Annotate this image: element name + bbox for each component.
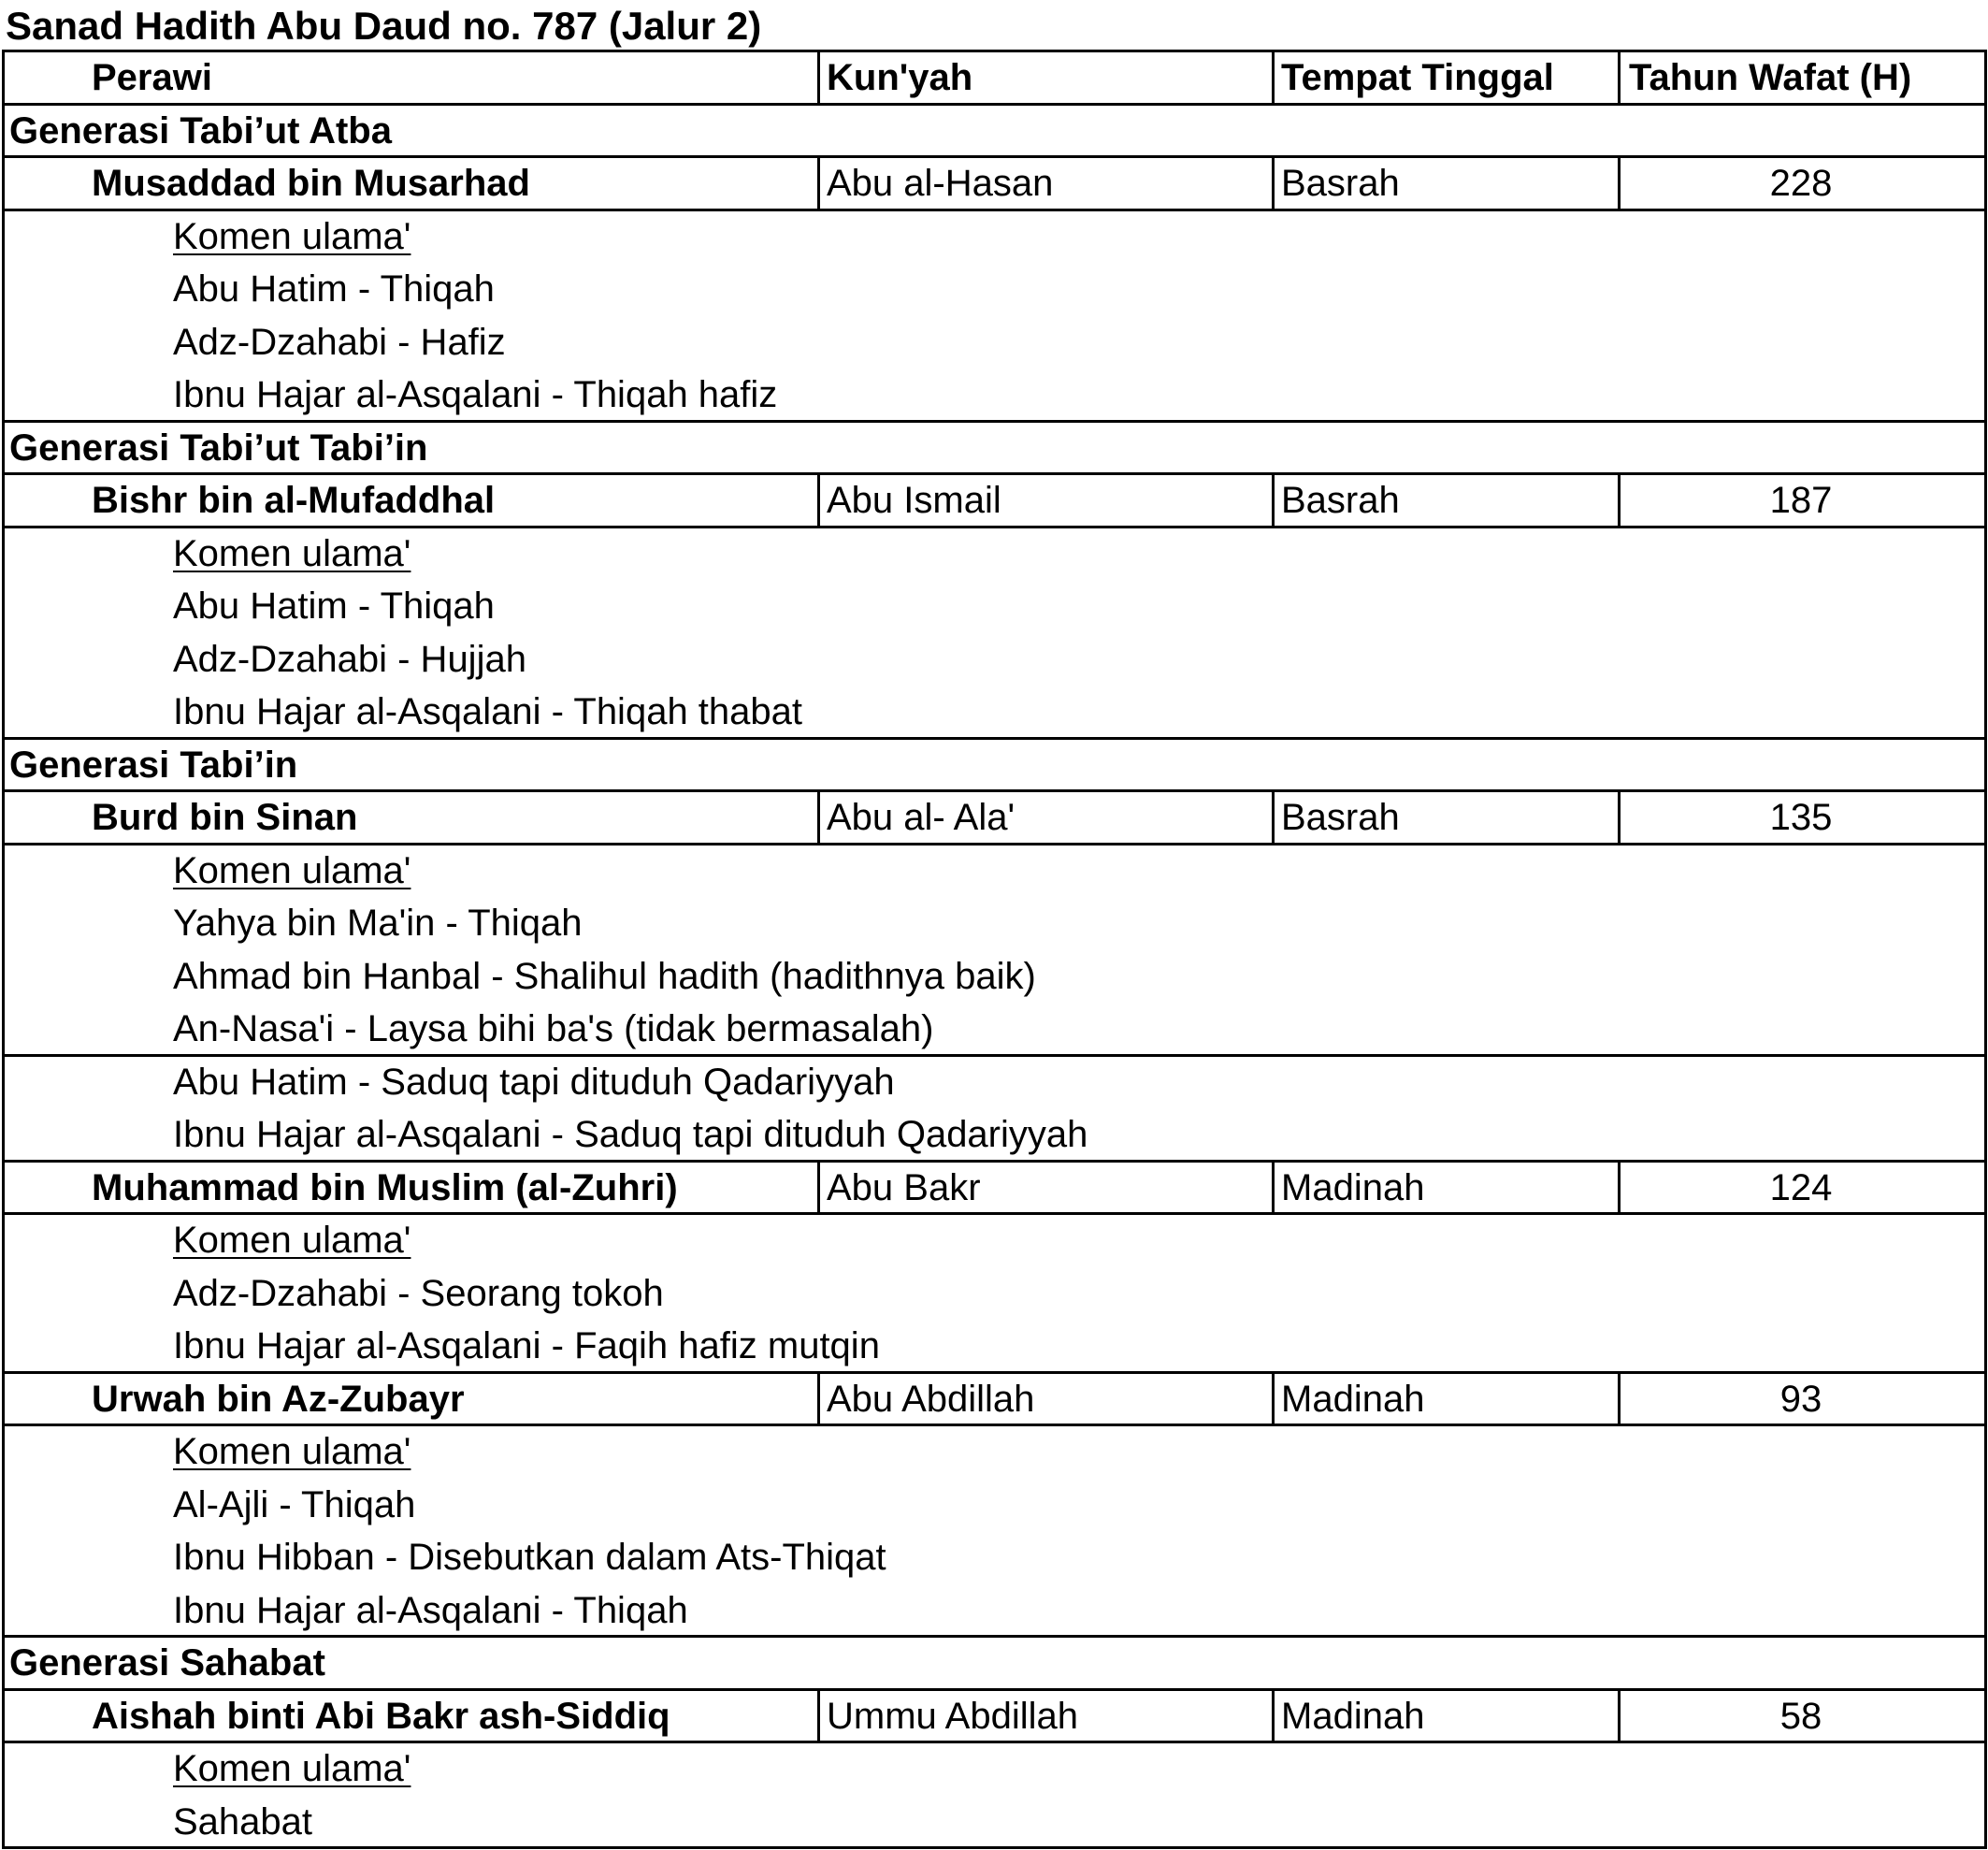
generation-heading: Generasi Tabi’ut Tabi’in <box>9 426 428 469</box>
narrator-name: Burd bin Sinan <box>92 797 358 838</box>
row-divider <box>2 1741 1986 1743</box>
narrator-death-year: 58 <box>1779 1695 1822 1737</box>
column-divider <box>817 50 820 106</box>
narrator-death-year: 93 <box>1779 1378 1822 1420</box>
column-divider <box>1272 155 1275 211</box>
generation-heading: Generasi Tabi’in <box>9 744 298 786</box>
narrator-death-year: 135 <box>1769 797 1833 838</box>
row-divider <box>2 1371 1986 1374</box>
column-divider <box>817 155 820 211</box>
column-divider <box>1272 1371 1275 1427</box>
column-divider <box>1272 472 1275 528</box>
row-divider <box>2 1054 1986 1057</box>
scholar-comment: Adz-Dzahabi - Hafiz <box>173 321 506 363</box>
narrator-name: Aishah binti Abi Bakr ash-Siddiq <box>92 1695 670 1737</box>
narrator-kunyah: Abu al-Hasan <box>827 163 1054 204</box>
narrator-kunyah: Abu Bakr <box>827 1166 981 1208</box>
column-divider <box>1618 155 1621 211</box>
narrator-residence: Basrah <box>1281 163 1400 204</box>
page-title: Sanad Hadith Abu Daud no. 787 (Jalur 2) <box>6 4 762 48</box>
header-tempat: Tempat Tinggal <box>1281 57 1554 98</box>
scholar-comment: Ibnu Hajar al-Asqalani - Faqih hafiz mutqin <box>173 1325 880 1366</box>
comments-label: Komen ulama' <box>173 532 411 574</box>
generation-heading: Generasi Sahabat <box>9 1642 325 1684</box>
column-divider <box>817 1160 820 1216</box>
narrator-kunyah: Abu Abdillah <box>827 1378 1035 1420</box>
scholar-comment: Abu Hatim - Saduq tapi dituduh Qadariyyah <box>173 1061 895 1103</box>
scholar-comment: Ibnu Hajar al-Asqalani - Thiqah thabat <box>173 691 803 732</box>
comments-label: Komen ulama' <box>173 215 411 257</box>
narrator-death-year: 228 <box>1769 163 1833 204</box>
header-perawi: Perawi <box>92 57 212 98</box>
row-divider <box>2 526 1986 528</box>
column-divider <box>1272 1688 1275 1744</box>
comments-label: Komen ulama' <box>173 1220 411 1261</box>
column-divider <box>817 1371 820 1427</box>
row-divider <box>2 1635 1986 1638</box>
narrator-name: Bishr bin al-Mufaddhal <box>92 480 496 521</box>
narrator-name: Musaddad bin Musarhad <box>92 163 530 204</box>
scholar-comment: Ibnu Hajar al-Asqalani - Thiqah hafiz <box>173 374 778 415</box>
column-divider <box>1272 789 1275 846</box>
column-divider <box>1272 50 1275 106</box>
row-divider <box>2 1212 1986 1215</box>
narrator-name: Muhammad bin Muslim (al-Zuhri) <box>92 1166 678 1208</box>
narrator-residence: Basrah <box>1281 480 1400 521</box>
scholar-comment: Sahabat <box>173 1800 313 1843</box>
narrator-residence: Madinah <box>1281 1166 1425 1208</box>
narrator-residence: Basrah <box>1281 797 1400 838</box>
column-divider <box>1618 472 1621 528</box>
row-divider <box>2 1424 1986 1426</box>
narrator-kunyah: Ummu Abdillah <box>827 1695 1079 1737</box>
column-divider <box>1618 1160 1621 1216</box>
narrator-residence: Madinah <box>1281 1695 1425 1737</box>
sanad-table <box>2 51 1986 1850</box>
row-divider <box>2 420 1986 423</box>
row-divider <box>2 50 1986 52</box>
column-divider <box>1618 1688 1621 1744</box>
table-border <box>2 50 5 1849</box>
column-divider <box>1618 50 1621 106</box>
scholar-comment: Adz-Dzahabi - Hujjah <box>173 638 526 680</box>
comments-label: Komen ulama' <box>173 1748 411 1789</box>
narrator-name: Urwah bin Az-Zubayr <box>92 1378 465 1420</box>
scholar-comment: Ibnu Hajar al-Asqalani - Thiqah <box>173 1589 688 1631</box>
generation-heading: Generasi Tabi’ut Atba <box>9 109 392 152</box>
scholar-comment: Ibnu Hajar al-Asqalani - Saduq tapi dituduh Qadariyyah <box>173 1114 1088 1155</box>
row-divider <box>2 472 1986 475</box>
table-border <box>1984 50 1987 1849</box>
column-divider <box>817 472 820 528</box>
row-divider <box>2 155 1986 158</box>
comments-label: Komen ulama' <box>173 849 411 891</box>
column-divider <box>1618 1371 1621 1427</box>
narrator-kunyah: Abu Ismail <box>827 480 1001 521</box>
row-divider <box>2 843 1986 846</box>
row-divider <box>2 209 1986 211</box>
scholar-comment: Ibnu Hibban - Disebutkan dalam Ats-Thiqat <box>173 1537 886 1578</box>
scholar-comment: Adz-Dzahabi - Seorang tokoh <box>173 1272 664 1314</box>
scholar-comment: Al-Ajli - Thiqah <box>173 1483 416 1525</box>
column-divider <box>1272 1160 1275 1216</box>
narrator-residence: Madinah <box>1281 1378 1425 1420</box>
scholar-comment: Yahya bin Ma'in - Thiqah <box>173 903 583 944</box>
narrator-death-year: 187 <box>1769 480 1833 521</box>
scholar-comment: Abu Hatim - Thiqah <box>173 268 495 310</box>
narrator-death-year: 124 <box>1769 1166 1833 1208</box>
header-tahun: Tahun Wafat (H) <box>1629 57 1912 98</box>
row-divider <box>2 789 1986 792</box>
header-kunyah: Kun'yah <box>827 57 973 98</box>
row-divider <box>2 1160 1986 1163</box>
scholar-comment: Ahmad bin Hanbal - Shalihul hadith (hadithnya baik) <box>173 955 1036 997</box>
scholar-comment: Abu Hatim - Thiqah <box>173 585 495 627</box>
row-divider <box>2 103 1986 106</box>
column-divider <box>817 789 820 846</box>
row-divider <box>2 1688 1986 1691</box>
comments-label: Komen ulama' <box>173 1431 411 1472</box>
narrator-kunyah: Abu al- Ala' <box>827 797 1016 838</box>
column-divider <box>817 1688 820 1744</box>
row-divider <box>2 737 1986 740</box>
scholar-comment: An-Nasa'i - Laysa bihi ba's (tidak bermasalah) <box>173 1008 934 1049</box>
column-divider <box>1618 789 1621 846</box>
